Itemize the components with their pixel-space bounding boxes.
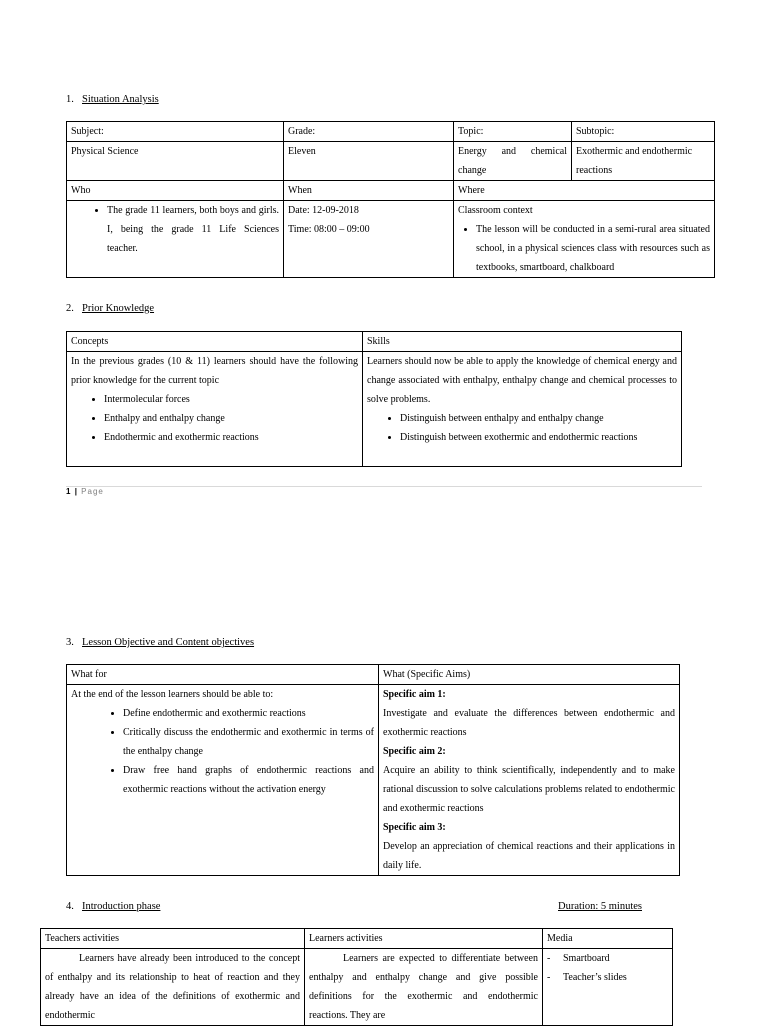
media-item: - Teacher’s slides [547,968,668,987]
section-title: Lesson Objective and Content objectives [82,637,255,648]
objective-item: • Define endothermic and exothermic reactions [123,704,374,723]
media-cell [543,949,673,1026]
time-value: Time: 08:00 – 09:00 [288,224,370,235]
footer-rule [66,486,702,487]
introduction-phase-table [40,928,673,1026]
learners-activities-text: Learners are expected to differentiate between enthalpy and enthalpy change and give possible definitions for the exothermic and endothermic reactions. They are [305,949,543,1026]
media-label: Media [543,929,673,949]
skills-cell [363,352,682,467]
section-number: 4. [66,901,74,912]
section-number: 1. [66,94,74,105]
who-value: • The grade 11 learners, both boys and girls. I, being the grade 11 Life Sciences teacher. [107,201,279,258]
learners-activities-label: Learners activities [305,929,543,949]
objective-item: • Draw free hand graphs of endothermic reactions and exothermic reactions without the activation energy [123,761,374,799]
who-cell [67,201,284,278]
section-title: Prior Knowledge [82,303,155,314]
section-number: 3. [66,637,74,648]
teachers-activities-label: Teachers activities [41,929,305,949]
specific-aim-2-text: Acquire an ability to think scientifically, independently and to make rational discussion to solve calculations problems related to endothermic and exothermic reactions [383,765,675,814]
what-for-cell [67,685,379,876]
skill-item: • Distinguish between exothermic and endothermic reactions [400,428,677,447]
concept-item: • Enthalpy and enthalpy change [104,409,358,428]
page-label: Page [81,487,104,496]
concepts-cell [67,352,363,467]
media-item: - Smartboard [547,949,668,968]
date-value: Date: 12-09-2018 [288,205,359,216]
page-footer [66,486,104,498]
what-for-intro: At the end of the lesson learners should be able to: [71,689,274,700]
objective-item: • Critically discuss the endothermic and exothermic in terms of the enthalpy change [123,723,374,761]
section-heading-lesson-objective [66,636,254,650]
grade-label: Grade: [284,122,454,142]
section-heading-prior-knowledge [66,302,154,316]
page-number: 1 [66,487,72,496]
topic-label: Topic: [454,122,572,142]
section-title: Introduction phase [82,901,161,912]
what-for-label: What for [67,665,379,685]
teachers-activities-text: Learners have already been introduced to the concept of enthalpy and its relationship to heat of reaction and they already have an idea of the definitions of exothermic and endothermic [41,949,305,1026]
when-label: When [284,181,454,201]
specific-aims-cell [379,685,680,876]
specific-aim-2-label: Specific aim 2: [383,746,446,757]
classroom-context-label: Classroom context [458,205,533,216]
concept-item: • Endothermic and exothermic reactions [104,428,358,447]
subject-label: Subject: [67,122,284,142]
classroom-context-value: • The lesson will be conducted in a semi-rural area situated school, in a physical sciences class with resources such as textbooks, smartboard, chalkboard [476,220,710,277]
topic-value: Energy and chemical change [454,142,572,181]
concepts-intro: In the previous grades (10 & 11) learners should have the following prior knowledge for the current topic [71,356,358,386]
subtopic-label: Subtopic: [572,122,715,142]
where-label: Where [454,181,715,201]
concept-item: • Intermolecular forces [104,390,358,409]
specific-aim-1-text: Investigate and evaluate the differences between endothermic and exothermic reactions [383,708,675,738]
when-cell [284,201,454,278]
prior-knowledge-table [66,331,682,467]
specific-aim-1-label: Specific aim 1: [383,689,446,700]
page-separator: | [74,487,78,496]
lesson-objectives-table [66,664,680,876]
specific-aim-3-label: Specific aim 3: [383,822,446,833]
duration-label: Duration: 5 minutes [558,901,642,912]
skill-item: • Distinguish between enthalpy and enthalpy change [400,409,677,428]
subject-value: Physical Science [67,142,284,181]
who-label: Who [67,181,284,201]
section-heading-situation-analysis [66,93,159,107]
section-number: 2. [66,303,74,314]
concepts-label: Concepts [67,332,363,352]
section-title: Situation Analysis [82,94,159,105]
skills-label: Skills [363,332,682,352]
section-heading-introduction-phase [66,900,160,914]
skills-intro: Learners should now be able to apply the knowledge of chemical energy and change associated with enthalpy, enthalpy change and chemical processes to solve problems. [367,356,677,405]
grade-value: Eleven [284,142,454,181]
what-label: What (Specific Aims) [379,665,680,685]
situation-analysis-table [66,121,715,278]
where-cell [454,201,715,278]
specific-aim-3-text: Develop an appreciation of chemical reactions and their applications in daily life. [383,841,675,871]
subtopic-value: Exothermic and endothermic reactions [572,142,715,181]
